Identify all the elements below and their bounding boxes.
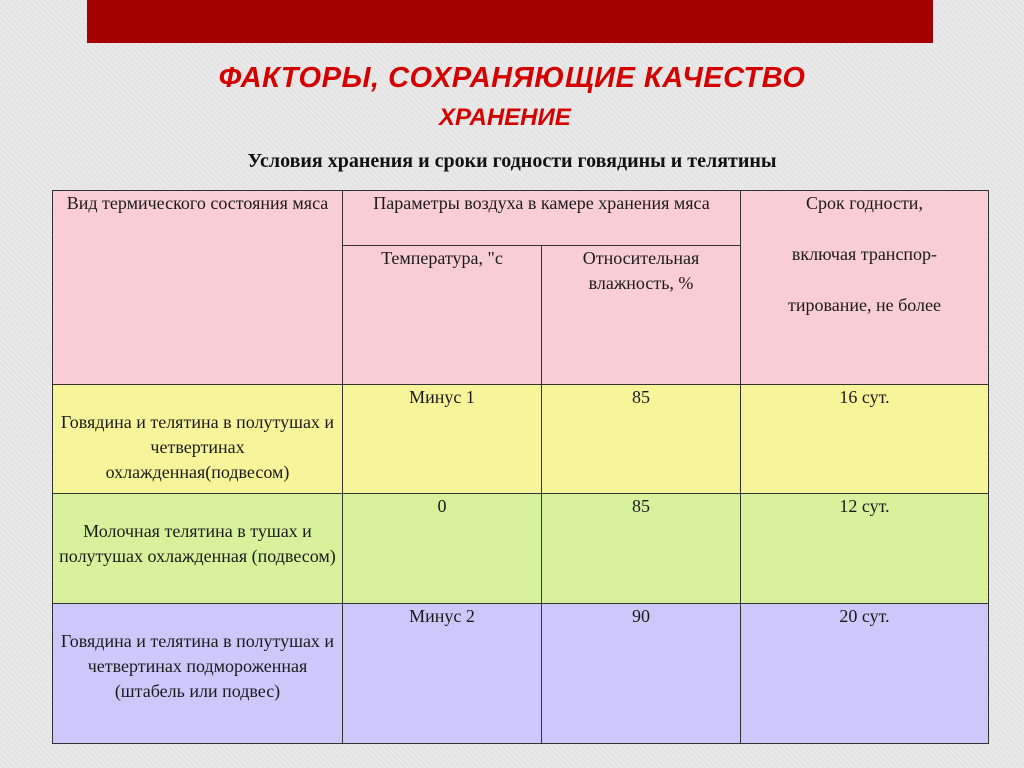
row-kind: Молочная телятина в тушах и полутушах охлажденная (подвесом): [53, 494, 343, 604]
top-accent-bar: [87, 0, 933, 43]
row-humidity: 85: [542, 494, 741, 604]
row-humidity: 85: [542, 385, 741, 494]
header-kind: Вид термического состояния мяса: [53, 191, 343, 385]
row-shelf-life: 20 сут.: [741, 604, 989, 744]
row-kind: Говядина и телятина в полутушах и четвертинах охлажденная(подвесом): [53, 385, 343, 494]
header-humidity: Относительная влажность, %: [542, 246, 741, 385]
header-temperature: Температура, "с: [343, 246, 542, 385]
row-temperature: Минус 1: [343, 385, 542, 494]
row-shelf-life: 12 сут.: [741, 494, 989, 604]
row-humidity: 90: [542, 604, 741, 744]
slide-subtitle: ХРАНЕНИЕ: [439, 104, 571, 131]
table-header-row: [53, 191, 989, 246]
row-kind: Говядина и телятина в полутушах и четвертинах подмороженная (штабель или подвес): [53, 604, 343, 744]
header-shelf-life-line2: включая транспор-: [791, 244, 938, 264]
table-row: [53, 494, 989, 604]
row-temperature: 0: [343, 494, 542, 604]
table-row: [53, 604, 989, 744]
header-air-params: Параметры воздуха в камере хранения мяса: [343, 191, 741, 246]
row-shelf-life: 16 сут.: [741, 385, 989, 494]
table-caption: Условия хранения и сроки годности говядины и телятины: [247, 150, 777, 172]
header-shelf-life-line3: тирование, не более: [787, 295, 941, 315]
slide-title: ФАКТОРЫ, СОХРАНЯЮЩИЕ КАЧЕСТВО: [218, 62, 806, 94]
table-row: [53, 385, 989, 494]
row-temperature: Минус 2: [343, 604, 542, 744]
header-shelf-life: [741, 191, 989, 385]
header-shelf-life-line1: Срок годности,: [806, 193, 923, 213]
storage-conditions-table: [52, 190, 989, 744]
